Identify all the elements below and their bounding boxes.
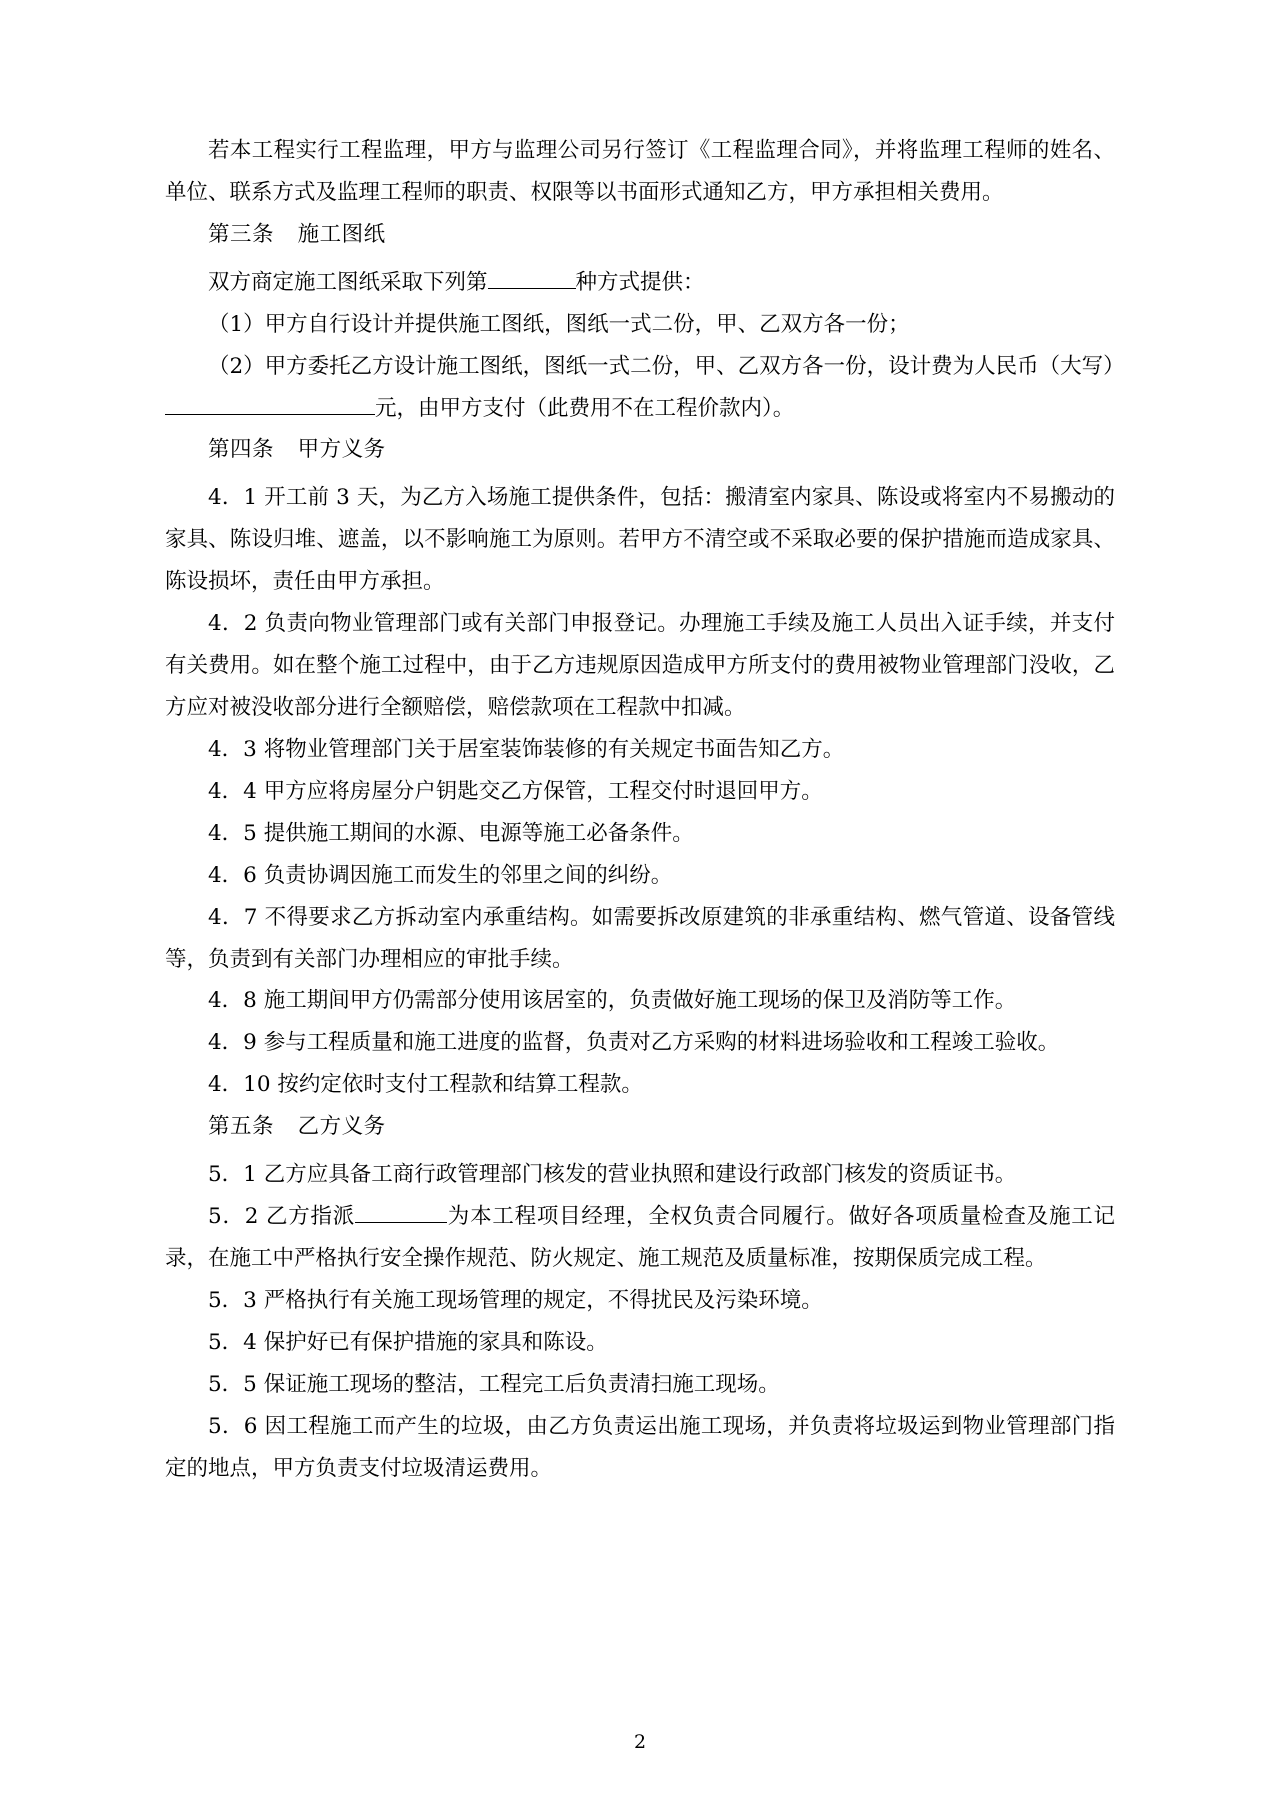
page-number: 2 [633, 1731, 647, 1753]
heading-article-3 [165, 214, 1115, 256]
article-4-label: 第四条 [208, 437, 275, 463]
article-3-label: 第三条 [208, 221, 275, 247]
paragraph-5-6: 5．6 因工程施工而产生的垃圾，由乙方负责运出施工现场，并负责将垃圾运到物业管理部门指定的地点，甲方负责支付垃圾清运费用。 [165, 1413, 1115, 1481]
drawings-intro-after: 种方式提供： [575, 269, 705, 295]
paragraph-4-8: 4．8 施工期间甲方仍需部分使用该居室的，负责做好施工现场的保卫及消防等工作。 [208, 988, 1017, 1014]
article-5-title: 乙方义务 [297, 1114, 386, 1140]
paragraph-5-2 [165, 1196, 1115, 1280]
paragraph-drawings-option-1: （1）甲方自行设计并提供施工图纸，图纸一式二份，甲、乙双方各一份； [208, 311, 910, 337]
paragraph-4-9: 4．9 参与工程质量和施工进度的监督，负责对乙方采购的材料进场验收和工程竣工验收。 [208, 1030, 1060, 1056]
project-manager-blank[interactable] [355, 1222, 447, 1223]
paragraph-5-5: 5．5 保证施工现场的整洁，工程完工后负责清扫施工现场。 [208, 1371, 780, 1397]
paragraph-drawings-intro [165, 262, 1115, 304]
article-4-title: 甲方义务 [297, 437, 386, 463]
drawings-option-2-after: 元，由甲方支付（此费用不在工程价款内）。 [375, 395, 795, 421]
paragraph-supervision: 若本工程实行工程监理，甲方与监理公司另行签订《工程监理合同》，并将监理工程师的姓名、单位、联系方式及监理工程师的职责、权限等以书面形式通知乙方，甲方承担相关费用。 [165, 138, 1115, 205]
paragraph-drawings-option-2 [165, 346, 1125, 430]
paragraph-4-10: 4．10 按约定依时支付工程款和结算工程款。 [208, 1072, 643, 1098]
paragraph-5-2-after: 为本工程项目经理，全权负责合同履行。做好各项质量检查及施工记录，在施工中严格执行安全操作规范、防火规定、施工规范及质量标准，按期保质完成工程。 [165, 1204, 1115, 1271]
document-body [165, 130, 1125, 1490]
paragraph-5-1: 5．1 乙方应具备工商行政管理部门核发的营业执照和建设行政部门核发的资质证书。 [208, 1162, 1017, 1188]
paragraph-4-3: 4．3 将物业管理部门关于居室装饰装修的有关规定书面告知乙方。 [208, 736, 845, 762]
paragraph-4-6: 4．6 负责协调因施工而发生的邻里之间的纠纷。 [208, 862, 673, 888]
article-5-label: 第五条 [208, 1114, 275, 1140]
drawings-option-2-before: （2）甲方委托乙方设计施工图纸，图纸一式二份，甲、乙双方各一份，设计费为人民币（大写） [208, 353, 1125, 379]
drawings-method-blank[interactable] [488, 288, 576, 289]
drawings-intro-before: 双方商定施工图纸采取下列第 [208, 269, 488, 295]
design-fee-blank[interactable] [165, 414, 375, 415]
paragraph-4-7: 4．7 不得要求乙方拆动室内承重结构。如需要拆改原建筑的非承重结构、燃气管道、设备管线等，负责到有关部门办理相应的审批手续。 [165, 904, 1115, 972]
article-3-title: 施工图纸 [297, 221, 386, 247]
paragraph-4-1: 4．1 开工前 3 天，为乙方入场施工提供条件，包括：搬清室内家具、陈设或将室内不易搬动的家具、陈设归堆、遮盖，以不影响施工为原则。若甲方不清空或不采取必要的保护措施而造成家具、陈设损坏，责任由甲方承担。 [165, 485, 1115, 595]
paragraph-4-5: 4．5 提供施工期间的水源、电源等施工必备条件。 [208, 820, 694, 846]
paragraph-4-2: 4．2 负责向物业管理部门或有关部门申报登记。办理施工手续及施工人员出入证手续，并支付有关费用。如在整个施工过程中，由于乙方违规原因造成甲方所支付的费用被物业管理部门没收，乙方应对被没收部分进行全额赔偿，赔偿款项在工程款中扣减。 [165, 611, 1115, 720]
paragraph-4-4: 4．4 甲方应将房屋分户钥匙交乙方保管，工程交付时退回甲方。 [208, 778, 823, 804]
paragraph-5-4: 5．4 保护好已有保护措施的家具和陈设。 [208, 1329, 608, 1355]
heading-article-5 [165, 1106, 1115, 1148]
heading-article-4 [165, 429, 1115, 471]
paragraph-5-2-before: 5．2 乙方指派 [208, 1204, 356, 1230]
paragraph-5-3: 5．3 严格执行有关施工现场管理的规定，不得扰民及污染环境。 [208, 1287, 823, 1313]
